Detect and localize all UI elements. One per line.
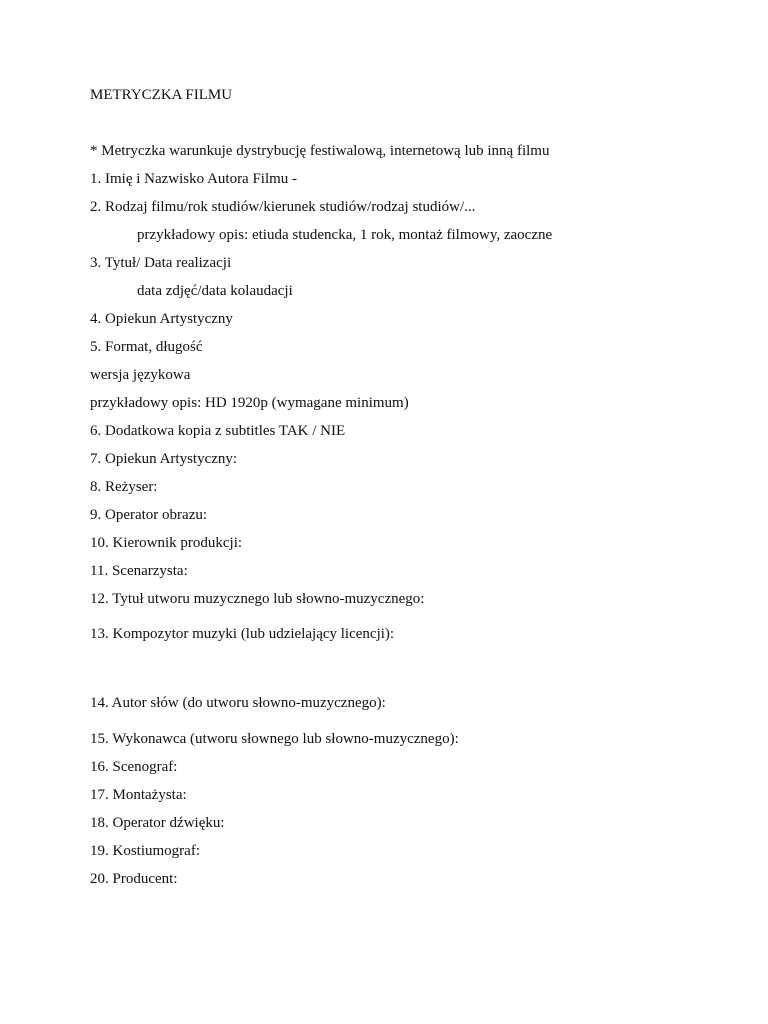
document-note: * Metryczka warunkuje dystrybucję festiwalową, internetową lub inną filmu xyxy=(90,143,550,159)
field-5-example: przykładowy opis: HD 1920p (wymagane minimum) xyxy=(90,395,409,411)
field-19-costume-designer: 19. Kostiumograf: xyxy=(90,843,200,859)
field-1-author: 1. Imię i Nazwisko Autora Filmu - xyxy=(90,171,298,187)
field-2-example: przykładowy opis: etiuda studencka, 1 rok, montaż filmowy, zaoczne xyxy=(137,227,553,243)
field-5-format-length: 5. Format, długość xyxy=(90,339,203,355)
field-9-cinematographer: 9. Operator obrazu: xyxy=(90,507,208,523)
field-17-editor: 17. Montażysta: xyxy=(90,787,187,803)
document-title: METRYCZKA FILMU xyxy=(90,87,233,103)
field-3-dates: data zdjęć/data kolaudacji xyxy=(137,283,293,299)
field-16-set-designer: 16. Scenograf: xyxy=(90,759,178,775)
field-10-production-manager: 10. Kierownik produkcji: xyxy=(90,535,243,551)
field-2-film-type: 2. Rodzaj filmu/rok studiów/kierunek studiów/rodzaj studiów/... xyxy=(90,199,476,215)
field-12-music-title: 12. Tytuł utworu muzycznego lub słowno-muzycznego: xyxy=(90,591,425,607)
field-11-screenwriter: 11. Scenarzysta: xyxy=(90,563,188,579)
field-7-artistic-supervisor: 7. Opiekun Artystyczny: xyxy=(90,451,238,467)
field-8-director: 8. Reżyser: xyxy=(90,479,158,495)
field-4-artistic-supervisor: 4. Opiekun Artystyczny xyxy=(90,311,233,327)
field-6-subtitles-copy: 6. Dodatkowa kopia z subtitles TAK / NIE xyxy=(90,423,346,439)
field-13-composer: 13. Kompozytor muzyki (lub udzielający licencji): xyxy=(90,626,395,642)
field-3-title-date: 3. Tytuł/ Data realizacji xyxy=(90,255,232,271)
field-14-lyricist: 14. Autor słów (do utworu słowno-muzycznego): xyxy=(90,695,386,711)
field-5-language-version: wersja językowa xyxy=(90,367,191,383)
field-15-performer: 15. Wykonawca (utworu słownego lub słowno-muzycznego): xyxy=(90,731,459,747)
field-18-sound-operator: 18. Operator dźwięku: xyxy=(90,815,225,831)
field-20-producer: 20. Producent: xyxy=(90,871,178,887)
